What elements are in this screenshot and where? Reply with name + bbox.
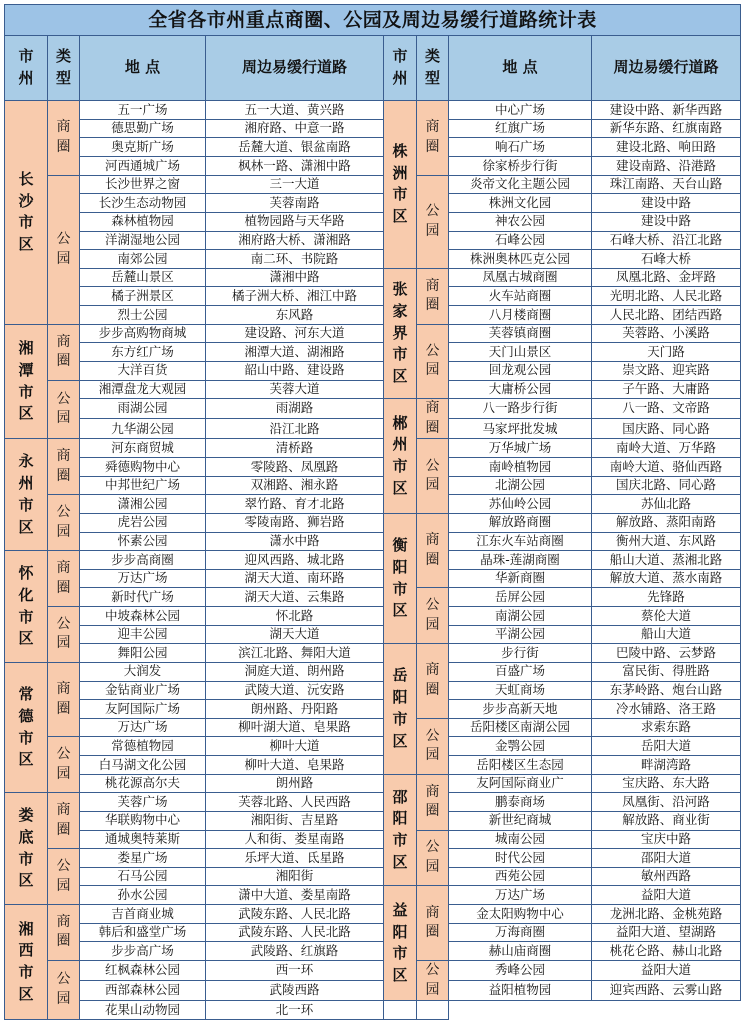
right-place-cell: 平湖公园	[449, 625, 592, 644]
table-row	[5, 361, 741, 380]
right-road-cell: 衡州大道、东风路	[592, 532, 741, 551]
left-road-cell: 滨江北路、舞阳大道	[206, 644, 384, 663]
left-place-cell: 通城奥特莱斯	[80, 830, 206, 849]
table-row	[5, 774, 741, 793]
right-road-cell: 益阳大道	[592, 886, 741, 905]
right-type-cell: 商圈	[417, 513, 449, 588]
left-place-cell: 森林植物园	[80, 212, 206, 231]
right-road-cell: 子午路、大庸路	[592, 380, 741, 399]
left-place-cell: 雨湖公园	[80, 399, 206, 419]
left-road-cell: 武陵大道、沅安路	[206, 681, 384, 700]
right-place-cell: 南湖公园	[449, 607, 592, 626]
header-city-left: 市州	[5, 36, 48, 101]
table-row	[5, 886, 741, 905]
right-type-cell: 商圈	[417, 644, 449, 719]
right-type-cell: 公园	[417, 175, 449, 268]
left-type-cell: 商圈	[48, 662, 80, 737]
right-type-cell: 商圈	[417, 399, 449, 439]
right-road-cell: 东茅岭路、炮台山路	[592, 681, 741, 700]
table-row	[5, 306, 741, 325]
right-city-cell: 衡阳市区	[384, 513, 417, 643]
right-place-cell: 秀峰公园	[449, 960, 592, 980]
right-type-cell: 公园	[417, 718, 449, 774]
right-road-cell: 建设南路、沿港路	[592, 157, 741, 176]
table-row	[5, 194, 741, 213]
header-type-left: 类型	[48, 36, 80, 101]
right-road-cell: 邵阳大道	[592, 849, 741, 868]
right-road-cell: 宝庆中路	[592, 830, 741, 849]
left-road-cell: 韶山中路、建设路	[206, 361, 384, 380]
left-city-cell: 常德市区	[5, 662, 48, 792]
table-row	[5, 231, 741, 250]
left-place-cell: 长沙生态动物园	[80, 194, 206, 213]
right-road-cell: 国庆路、同心路	[592, 419, 741, 439]
right-place-cell: 万华城广场	[449, 439, 592, 458]
right-place-cell: 步步高新天地	[449, 700, 592, 719]
left-road-cell: 南二环、书院路	[206, 250, 384, 269]
right-place-cell: 益阳植物园	[449, 981, 592, 1001]
header-road-left: 周边易缓行道路	[206, 36, 384, 101]
table-row	[5, 439, 741, 458]
left-road-cell: 湘府路大桥、潇湘路	[206, 231, 384, 250]
right-road-cell: 先锋路	[592, 588, 741, 607]
left-road-cell: 橘子洲大桥、湘江中路	[206, 287, 384, 306]
table-row	[5, 380, 741, 399]
left-place-cell: 芙蓉广场	[80, 793, 206, 812]
left-road-cell: 芙蓉南路	[206, 194, 384, 213]
left-road-cell: 湘阳街	[206, 867, 384, 886]
right-road-cell: 石峰大桥、沿江北路	[592, 231, 741, 250]
right-road-cell: 益阳大道	[592, 960, 741, 980]
left-road-cell: 五一大道、黄兴路	[206, 101, 384, 120]
left-road-cell: 湘府路、中意一路	[206, 119, 384, 138]
left-place-cell: 新时代广场	[80, 588, 206, 607]
right-road-cell: 光明北路、人民北路	[592, 287, 741, 306]
right-type-cell: 商圈	[417, 774, 449, 830]
right-place-cell: 友阿国际商业广	[449, 774, 592, 793]
table-row	[5, 458, 741, 477]
right-road-cell: 解放路、蒸阳南路	[592, 513, 741, 532]
left-road-cell: 柳叶大道	[206, 737, 384, 756]
right-city-cell: 张家界市区	[384, 268, 417, 398]
left-road-cell: 清桥路	[206, 439, 384, 458]
left-place-cell: 五一广场	[80, 101, 206, 120]
right-place-cell: 金鹗公园	[449, 737, 592, 756]
left-road-cell: 武陵路、红旗路	[206, 942, 384, 961]
right-place-cell: 火车站商圈	[449, 287, 592, 306]
left-place-cell: 虎岩公园	[80, 513, 206, 532]
left-place-cell: 步步高购物商城	[80, 324, 206, 343]
left-road-cell: 沿江北路	[206, 419, 384, 439]
table-row	[5, 737, 741, 756]
header-road-right: 周边易缓行道路	[592, 36, 741, 101]
right-place-cell: 万达广场	[449, 886, 592, 905]
right-blank-cell	[384, 1001, 417, 1020]
left-place-cell: 西部森林公园	[80, 981, 206, 1001]
left-city-cell: 湘西市区	[5, 905, 48, 1020]
right-road-cell: 崇文路、迎宾路	[592, 361, 741, 380]
right-road-cell: 解放大道、蒸水南路	[592, 569, 741, 588]
left-type-cell: 商圈	[48, 324, 80, 380]
right-road-cell: 宝庆路、东大路	[592, 774, 741, 793]
table-row	[5, 923, 741, 942]
right-road-cell: 桃花仑路、赫山北路	[592, 942, 741, 961]
left-place-cell: 华联购物中心	[80, 811, 206, 830]
right-place-cell: 株洲文化园	[449, 194, 592, 213]
table-row	[5, 343, 741, 362]
right-road-cell: 船山大道、蒸湘北路	[592, 551, 741, 570]
right-road-cell: 岳阳大道	[592, 737, 741, 756]
table-row	[5, 681, 741, 700]
left-road-cell: 东风路	[206, 306, 384, 325]
left-road-cell: 乐坪大道、氐星路	[206, 849, 384, 868]
left-type-cell: 商圈	[48, 101, 80, 176]
left-type-cell: 商圈	[48, 551, 80, 607]
right-road-cell: 迎宾西路、云雾山路	[592, 981, 741, 1001]
header-place-right: 地 点	[449, 36, 592, 101]
left-place-cell: 孙水公园	[80, 886, 206, 905]
left-road-cell: 人和街、娄星南路	[206, 830, 384, 849]
left-road-cell: 西一环	[206, 960, 384, 980]
left-place-cell: 河西通城广场	[80, 157, 206, 176]
right-road-cell: 建设中路、新华西路	[592, 101, 741, 120]
right-place-cell: 大庸桥公园	[449, 380, 592, 399]
table-row	[5, 212, 741, 231]
left-road-cell: 柳叶大道、皂果路	[206, 756, 384, 775]
right-place-cell: 新世纪商城	[449, 811, 592, 830]
right-place-cell: 红旗广场	[449, 119, 592, 138]
left-place-cell: 奥克斯广场	[80, 138, 206, 157]
right-place-cell: 响石广场	[449, 138, 592, 157]
right-place-cell: 江东火车站商圈	[449, 532, 592, 551]
table-row	[5, 532, 741, 551]
table-row	[5, 811, 741, 830]
left-road-cell: 怀北路	[206, 607, 384, 626]
table-row	[5, 268, 741, 287]
right-type-cell: 公园	[417, 324, 449, 399]
table-row	[5, 101, 741, 120]
right-place-cell: 岳阳楼区生态园	[449, 756, 592, 775]
right-place-cell: 中心广场	[449, 101, 592, 120]
table-row	[5, 419, 741, 439]
right-place-cell: 芙蓉镇商圈	[449, 324, 592, 343]
left-place-cell: 橘子洲景区	[80, 287, 206, 306]
table-row	[5, 1001, 741, 1020]
left-city-cell: 怀化市区	[5, 551, 48, 663]
right-place-cell: 晶珠-莲湖商圈	[449, 551, 592, 570]
left-place-cell: 东方红广场	[80, 343, 206, 362]
left-type-cell: 公园	[48, 495, 80, 551]
table-row	[5, 513, 741, 532]
left-place-cell: 中邦世纪广场	[80, 476, 206, 495]
table-row	[5, 495, 741, 514]
right-road-cell: 天门路	[592, 343, 741, 362]
left-road-cell: 武陵西路	[206, 981, 384, 1001]
left-type-cell: 公园	[48, 380, 80, 439]
right-place-cell: 百盛广场	[449, 662, 592, 681]
right-place-cell: 时代公园	[449, 849, 592, 868]
left-place-cell: 洋湖湿地公园	[80, 231, 206, 250]
right-road-cell: 新华东路、红旗南路	[592, 119, 741, 138]
right-road-cell: 建设中路	[592, 194, 741, 213]
right-road-cell: 南岭大道、骆仙西路	[592, 458, 741, 477]
table-row	[5, 700, 741, 719]
left-type-cell: 公园	[48, 175, 80, 324]
left-type-cell: 公园	[48, 849, 80, 905]
right-road-cell: 求索东路	[592, 718, 741, 737]
left-road-cell: 零陵路、凤凰路	[206, 458, 384, 477]
table-row	[5, 175, 741, 194]
table-row	[5, 718, 741, 737]
left-road-cell: 枫林一路、潇湘中路	[206, 157, 384, 176]
right-place-cell: 天门山景区	[449, 343, 592, 362]
right-place-cell: 天虹商场	[449, 681, 592, 700]
left-type-cell: 商圈	[48, 905, 80, 961]
right-road-cell: 八一路、文帝路	[592, 399, 741, 419]
left-road-cell: 岳麓大道、银盆南路	[206, 138, 384, 157]
right-road-cell: 凤凰北路、金坪路	[592, 268, 741, 287]
right-place-cell: 神农公园	[449, 212, 592, 231]
left-place-cell: 德思勤广场	[80, 119, 206, 138]
left-place-cell: 河东商贸城	[80, 439, 206, 458]
left-type-cell: 商圈	[48, 439, 80, 495]
right-place-cell: 赫山庙商圈	[449, 942, 592, 961]
table-row	[5, 662, 741, 681]
left-road-cell: 潇中大道、娄星南路	[206, 886, 384, 905]
right-place-cell: 回龙观公园	[449, 361, 592, 380]
left-place-cell: 万达广场	[80, 718, 206, 737]
right-type-cell: 商圈	[417, 101, 449, 176]
right-road-cell: 巴陵中路、云梦路	[592, 644, 741, 663]
right-city-cell: 岳阳市区	[384, 644, 417, 774]
right-place-cell: 城南公园	[449, 830, 592, 849]
right-type-cell: 公园	[417, 960, 449, 1000]
right-city-cell: 邵阳市区	[384, 774, 417, 886]
right-type-cell: 公园	[417, 588, 449, 644]
table-row	[5, 399, 741, 419]
table-row	[5, 625, 741, 644]
left-place-cell: 南郊公园	[80, 250, 206, 269]
right-road-cell: 蔡伦大道	[592, 607, 741, 626]
right-place-cell: 金太阳购物中心	[449, 905, 592, 924]
left-road-cell: 建设路、河东大道	[206, 324, 384, 343]
right-city-cell: 株洲市区	[384, 101, 417, 269]
header-type-right: 类型	[417, 36, 449, 101]
right-city-cell: 郴州市区	[384, 399, 417, 514]
table-row	[5, 756, 741, 775]
right-place-cell: 石峰公园	[449, 231, 592, 250]
left-type-cell: 公园	[48, 960, 80, 1019]
right-road-cell: 珠江南路、天台山路	[592, 175, 741, 194]
header-place-left: 地 点	[80, 36, 206, 101]
right-type-cell: 公园	[417, 439, 449, 514]
left-road-cell: 潇湘中路	[206, 268, 384, 287]
table-row	[5, 476, 741, 495]
statistics-table	[4, 4, 741, 1020]
left-place-cell: 友阿国际广场	[80, 700, 206, 719]
right-road-cell: 建设北路、响田路	[592, 138, 741, 157]
right-road-cell: 苏仙北路	[592, 495, 741, 514]
header-city-right: 市州	[384, 36, 417, 101]
right-place-cell: 华新商圈	[449, 569, 592, 588]
table-row	[5, 138, 741, 157]
right-road-cell: 解放路、商业街	[592, 811, 741, 830]
left-road-cell: 北一环	[206, 1001, 384, 1020]
left-road-cell: 翠竹路、育才北路	[206, 495, 384, 514]
left-place-cell: 石马公园	[80, 867, 206, 886]
left-road-cell: 洞庭大道、朗州路	[206, 662, 384, 681]
table-row	[5, 867, 741, 886]
right-place-cell: 马家坪批发城	[449, 419, 592, 439]
left-road-cell: 零陵南路、狮岩路	[206, 513, 384, 532]
left-type-cell: 公园	[48, 737, 80, 793]
left-road-cell: 植物园路与天华路	[206, 212, 384, 231]
left-place-cell: 长沙世界之窗	[80, 175, 206, 194]
table-row	[5, 157, 741, 176]
table-row	[5, 905, 741, 924]
left-road-cell: 湘潭大道、湖湘路	[206, 343, 384, 362]
left-road-cell: 湖天大道、云集路	[206, 588, 384, 607]
right-place-cell: 解放路商圈	[449, 513, 592, 532]
left-type-cell: 商圈	[48, 793, 80, 849]
left-place-cell: 舞阳公园	[80, 644, 206, 663]
left-road-cell: 武陵东路、人民北路	[206, 923, 384, 942]
right-road-cell: 龙洲北路、金桃苑路	[592, 905, 741, 924]
right-place-cell: 岳阳楼区南湖公园	[449, 718, 592, 737]
left-place-cell: 中坡森林公园	[80, 607, 206, 626]
left-place-cell: 金钻商业广场	[80, 681, 206, 700]
left-road-cell: 朗州路	[206, 774, 384, 793]
left-place-cell: 岳麓山景区	[80, 268, 206, 287]
left-road-cell: 芙蓉大道	[206, 380, 384, 399]
right-place-cell: 徐家桥步行街	[449, 157, 592, 176]
left-place-cell: 娄星广场	[80, 849, 206, 868]
right-place-cell: 炎帝文化主题公园	[449, 175, 592, 194]
left-road-cell: 双湘路、湘永路	[206, 476, 384, 495]
table-row	[5, 981, 741, 1001]
left-place-cell: 韩后和盛堂广场	[80, 923, 206, 942]
left-city-cell: 娄底市区	[5, 793, 48, 905]
right-road-cell: 建设中路	[592, 212, 741, 231]
left-city-cell: 湘潭市区	[5, 324, 48, 439]
left-road-cell: 三一大道	[206, 175, 384, 194]
right-road-cell: 芙蓉路、小溪路	[592, 324, 741, 343]
right-type-cell: 商圈	[417, 886, 449, 961]
right-place-cell: 八一路步行街	[449, 399, 592, 419]
left-place-cell: 红枫森林公园	[80, 960, 206, 980]
right-road-cell: 石峰大桥	[592, 250, 741, 269]
left-place-cell: 常德植物园	[80, 737, 206, 756]
left-place-cell: 白马湖文化公园	[80, 756, 206, 775]
table-row	[5, 324, 741, 343]
right-place-cell: 西苑公园	[449, 867, 592, 886]
left-road-cell: 武陵东路、人民北路	[206, 905, 384, 924]
right-road-cell: 益阳大道、望湖路	[592, 923, 741, 942]
left-place-cell: 步步高商圈	[80, 551, 206, 570]
left-road-cell: 湘阳街、吉星路	[206, 811, 384, 830]
right-road-cell: 船山大道	[592, 625, 741, 644]
left-place-cell: 吉首商业城	[80, 905, 206, 924]
left-place-cell: 湘潭盘龙大观园	[80, 380, 206, 399]
left-place-cell: 大洋百货	[80, 361, 206, 380]
left-road-cell: 芙蓉北路、人民西路	[206, 793, 384, 812]
right-place-cell: 步行街	[449, 644, 592, 663]
left-road-cell: 朗州路、丹阳路	[206, 700, 384, 719]
left-city-cell: 长沙市区	[5, 101, 48, 325]
left-place-cell: 舜德购物中心	[80, 458, 206, 477]
left-place-cell: 万达广场	[80, 569, 206, 588]
table-row	[5, 569, 741, 588]
left-place-cell: 花果山动物园	[80, 1001, 206, 1020]
left-place-cell: 迎丰公园	[80, 625, 206, 644]
left-road-cell: 湖天大道、南环路	[206, 569, 384, 588]
left-road-cell: 雨湖路	[206, 399, 384, 419]
right-place-cell: 八月楼商圈	[449, 306, 592, 325]
table-row	[5, 551, 741, 570]
left-place-cell: 九华湖公园	[80, 419, 206, 439]
left-road-cell: 迎风西路、城北路	[206, 551, 384, 570]
right-road-cell: 敏州西路	[592, 867, 741, 886]
table-row	[5, 644, 741, 663]
table-row	[5, 119, 741, 138]
right-place-cell: 鹏泰商场	[449, 793, 592, 812]
right-place-cell: 万海商圈	[449, 923, 592, 942]
table-row	[5, 607, 741, 626]
right-place-cell: 岳屏公园	[449, 588, 592, 607]
left-road-cell: 潇水中路	[206, 532, 384, 551]
right-place-cell: 南岭植物园	[449, 458, 592, 477]
left-place-cell: 步步高广场	[80, 942, 206, 961]
right-road-cell: 人民北路、团结西路	[592, 306, 741, 325]
left-road-cell: 湖天大道	[206, 625, 384, 644]
right-road-cell: 国庆北路、同心路	[592, 476, 741, 495]
right-road-cell: 富民街、得胜路	[592, 662, 741, 681]
left-place-cell: 大润发	[80, 662, 206, 681]
right-type-cell: 商圈	[417, 268, 449, 324]
left-city-cell: 永州市区	[5, 439, 48, 551]
table-row	[5, 849, 741, 868]
table-row	[5, 960, 741, 980]
right-place-cell: 株洲奥林匹克公园	[449, 250, 592, 269]
table-row	[5, 793, 741, 812]
right-road-cell: 畔湖湾路	[592, 756, 741, 775]
left-road-cell: 柳叶湖大道、皂果路	[206, 718, 384, 737]
table-row	[5, 942, 741, 961]
right-road-cell: 凤凰街、沿河路	[592, 793, 741, 812]
left-place-cell: 烈士公园	[80, 306, 206, 325]
left-place-cell: 潇湘公园	[80, 495, 206, 514]
left-type-cell: 公园	[48, 607, 80, 663]
right-place-cell: 北湖公园	[449, 476, 592, 495]
table-row	[5, 588, 741, 607]
right-blank-cell	[417, 1001, 449, 1020]
table-title: 全省各市州重点商圈、公园及周边易缓行道路统计表	[5, 5, 741, 36]
right-city-cell: 益阳市区	[384, 886, 417, 1001]
right-place-cell: 凤凰古城商圈	[449, 268, 592, 287]
table-row	[5, 287, 741, 306]
table-row	[5, 250, 741, 269]
right-road-cell: 南岭大道、万华路	[592, 439, 741, 458]
right-place-cell: 苏仙岭公园	[449, 495, 592, 514]
table-row	[5, 830, 741, 849]
left-place-cell: 怀素公园	[80, 532, 206, 551]
right-road-cell: 冷水铺路、洛王路	[592, 700, 741, 719]
left-place-cell: 桃花源高尔夫	[80, 774, 206, 793]
right-type-cell: 公园	[417, 830, 449, 886]
